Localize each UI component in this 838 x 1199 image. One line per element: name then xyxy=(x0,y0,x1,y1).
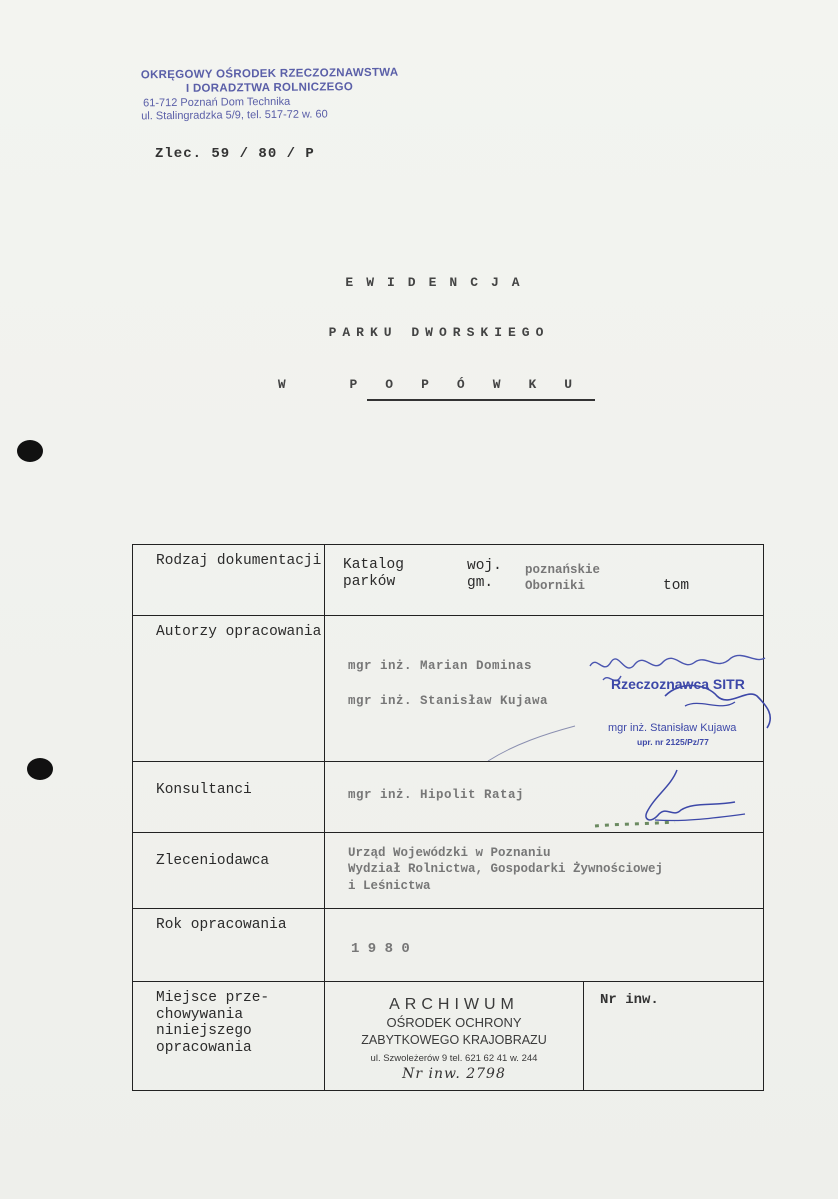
table-row xyxy=(133,982,764,1091)
client-line-2: Wydział Rolnictwa, Gospodarki Żywnościowej xyxy=(348,862,664,877)
woj-label: woj. xyxy=(467,558,502,574)
label-consultants: Konsultanci xyxy=(133,762,325,833)
stamp-line-3: 61-712 Poznań Dom Technika xyxy=(143,95,291,109)
gm-label: gm. xyxy=(467,574,494,591)
institution-stamp xyxy=(141,67,399,124)
woj-value: poznańskie xyxy=(525,563,601,577)
archive-line-1: ARCHIWUM xyxy=(389,996,519,1013)
cell-client xyxy=(325,833,764,909)
documentation-table xyxy=(132,544,764,1091)
tom-label: tom xyxy=(663,578,690,594)
author-1: mgr inż. Marian Dominas xyxy=(348,659,533,673)
punch-hole-top xyxy=(17,440,43,462)
order-number: Zlec. 59 / 80 / P xyxy=(155,146,315,162)
stamp-line-1: OKRĘGOWY OŚRODEK RZECZOZNAWSTWA xyxy=(140,66,399,82)
archive-line-2: OŚRODEK OCHRONY xyxy=(386,1015,522,1030)
punch-hole-bottom xyxy=(27,758,53,780)
cell-storage-place xyxy=(325,982,764,1091)
catalog-line-2: parków xyxy=(343,573,396,590)
signature-scribble-icon xyxy=(485,636,775,761)
label-authors: Autorzy opracowania xyxy=(133,616,325,762)
archive-line-4: ul. Szwoleżerów 9 tel. 621 62 41 w. 244 xyxy=(370,1053,538,1064)
stamp-line-2: I DORADZTWA ROLNICZEGO xyxy=(185,80,354,95)
author-2: mgr inż. Stanisław Kujawa xyxy=(348,694,549,708)
archive-handwritten-number: Nr inw. 2798 xyxy=(402,1066,506,1082)
consultant-signature-icon xyxy=(585,762,755,832)
client-line-3: i Leśnictwa xyxy=(348,878,431,893)
expert-stamp-number: upr. nr 2125/Pz/77 xyxy=(637,737,709,747)
table-row xyxy=(133,833,764,909)
label-year: Rok opracowania xyxy=(133,909,325,982)
label-client: Zleceniodawca xyxy=(133,833,325,909)
table-row xyxy=(133,909,764,982)
title-underline xyxy=(367,399,595,401)
title-line-3: W POPÓWKU xyxy=(277,377,601,392)
cell-documentation-type xyxy=(325,545,764,616)
table-row xyxy=(133,616,764,762)
consultant-name: mgr inż. Hipolit Rataj xyxy=(348,788,525,802)
stamp-line-4: ul. Stalingradzka 5/9, tel. 517-72 w. 60 xyxy=(141,108,328,123)
table-row xyxy=(133,545,764,616)
year-value: 1 9 8 0 xyxy=(351,941,410,957)
title-line-2: PARKU DWORSKIEGO xyxy=(328,325,550,340)
title-line-1: EWIDENCJA xyxy=(345,275,533,290)
label-documentation-type: Rodzaj dokumentacji xyxy=(133,545,325,616)
expert-stamp-title: Rzeczoznawca SITR xyxy=(611,676,745,692)
client-line-1: Urząd Wojewódzki w Poznaniu xyxy=(348,846,551,860)
archive-line-3: ZABYTKOWEGO KRAJOBRAZU xyxy=(361,1033,547,1047)
archive-stamp xyxy=(325,982,584,1090)
expert-stamp-name: mgr inż. Stanisław Kujawa xyxy=(608,722,737,734)
label-storage-place: Miejsce prze- chowywania niniejszego opracowania xyxy=(133,982,325,1091)
gm-value: Oborniki xyxy=(525,578,586,593)
inventory-label: Nr inw. xyxy=(600,992,659,1008)
table-row xyxy=(133,762,764,833)
cell-authors xyxy=(325,616,764,762)
catalog-line-1: Katalog xyxy=(343,557,404,573)
cell-year xyxy=(325,909,764,982)
cell-consultants xyxy=(325,762,764,833)
